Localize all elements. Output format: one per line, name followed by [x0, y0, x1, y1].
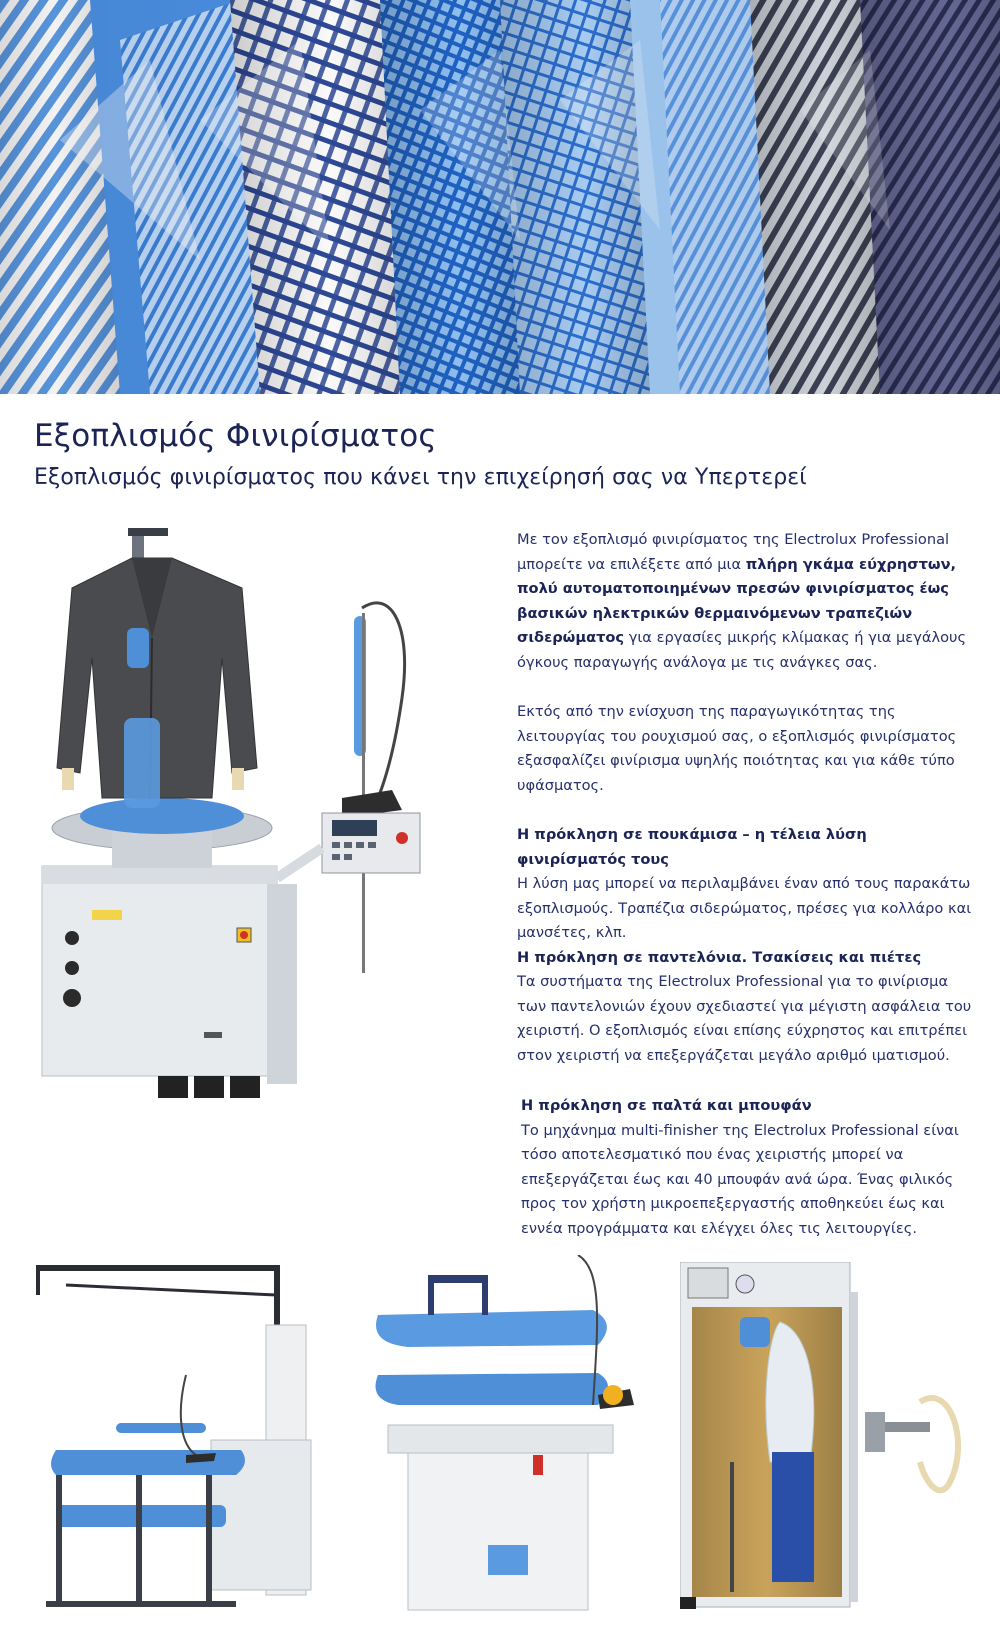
trouser-press — [368, 1255, 658, 1620]
ironing-table-image — [36, 1265, 326, 1620]
intro-paragraph — [517, 528, 979, 675]
shirts-hero-image — [0, 0, 1000, 394]
jacket-form-finisher-image — [32, 528, 492, 1118]
intro-bold-text: πλήρη γκάμα εύχρηστων, πολύ αυτοματοποιημένων πρεσών φινιρίσματος έως βασικών ηλεκτρικών θερμαινόμενων τραπεζιών σιδερώματος — [517, 555, 957, 646]
trouser-press-image — [368, 1255, 658, 1620]
shirts-heading: Η πρόκληση σε πουκάμισα – η τέλεια λύση φινιρίσματός τους — [517, 826, 867, 868]
trousers-text: Τα συστήματα της Electrolux Professional για το φινίρισμα των παντελονιών έχουν σχεδιαστεί για μέγιστη ασφάλεια του χειριστή. Ο εξοπλισμός είναι επίσης εύχρηστος και επιτρέπει στον χειριστή να επεξεργάζεται μεγάλο αριθμό ιματισμού. — [517, 973, 972, 1064]
page-subtitle: Εξοπλισμός φινιρίσματος που κάνει την επιχείρησή σας να Υπερτερεί — [34, 465, 807, 490]
trousers-heading: Η πρόκληση σε παντελόνια. Τσακίσεις και πιέτες — [517, 948, 922, 966]
ironing-table — [36, 1265, 326, 1620]
intro-text: Με τον εξοπλισμό φινιρίσματος της Electrolux Professional μπορείτε να επιλέξετε από μια — [517, 531, 950, 573]
hero-banner — [0, 0, 1000, 394]
jacket-form-finisher — [32, 528, 492, 1118]
challenges-section — [517, 823, 979, 1068]
shirts-text: Η λύση μας μπορεί να περιλαμβάνει έναν από τους παρακάτω εξοπλισμούς. Τραπέζια σιδερώματος, πρέσες για κολλάρο και μανσέτες, κλπ. — [517, 875, 972, 941]
intro-text-rest: για εργασίες μικρής κλίμακας ή για μεγάλους όγκους παραγωγής ανάλογα με τις ανάγκες σας. — [517, 629, 967, 671]
tensioning-cabinet-image — [680, 1262, 980, 1624]
jackets-heading: Η πρόκληση σε παλτά και μπουφάν — [521, 1097, 812, 1114]
jackets-section — [521, 1094, 983, 1241]
productivity-paragraph: Εκτός από την ενίσχυση της παραγωγικότητας της λειτουργίας του ρουχισμού σας, ο εξοπλισμός φινιρίσματος εξασφαλίζει φινίρισμα υψηλής ποιότητας και για κάθε τύπο υφάσματος. — [517, 703, 957, 794]
jackets-text: Το μηχάνημα multi-finisher της Electrolux Professional είναι τόσο αποτελεσματικό που ένας χειριστής μπορεί να επεξεργάζεται έως και 40 μπουφάν ανά ώρα. Ένας φιλικός προς τον χρήστη μικροεπεξεργαστής αποθηκεύει έως και εννέα προγράμματα και ελέγχει όλες τις λειτουργίες. — [521, 1121, 959, 1237]
tensioning-cabinet — [680, 1262, 980, 1624]
page-title: Εξοπλισμός Φινιρίσματος — [34, 418, 437, 454]
